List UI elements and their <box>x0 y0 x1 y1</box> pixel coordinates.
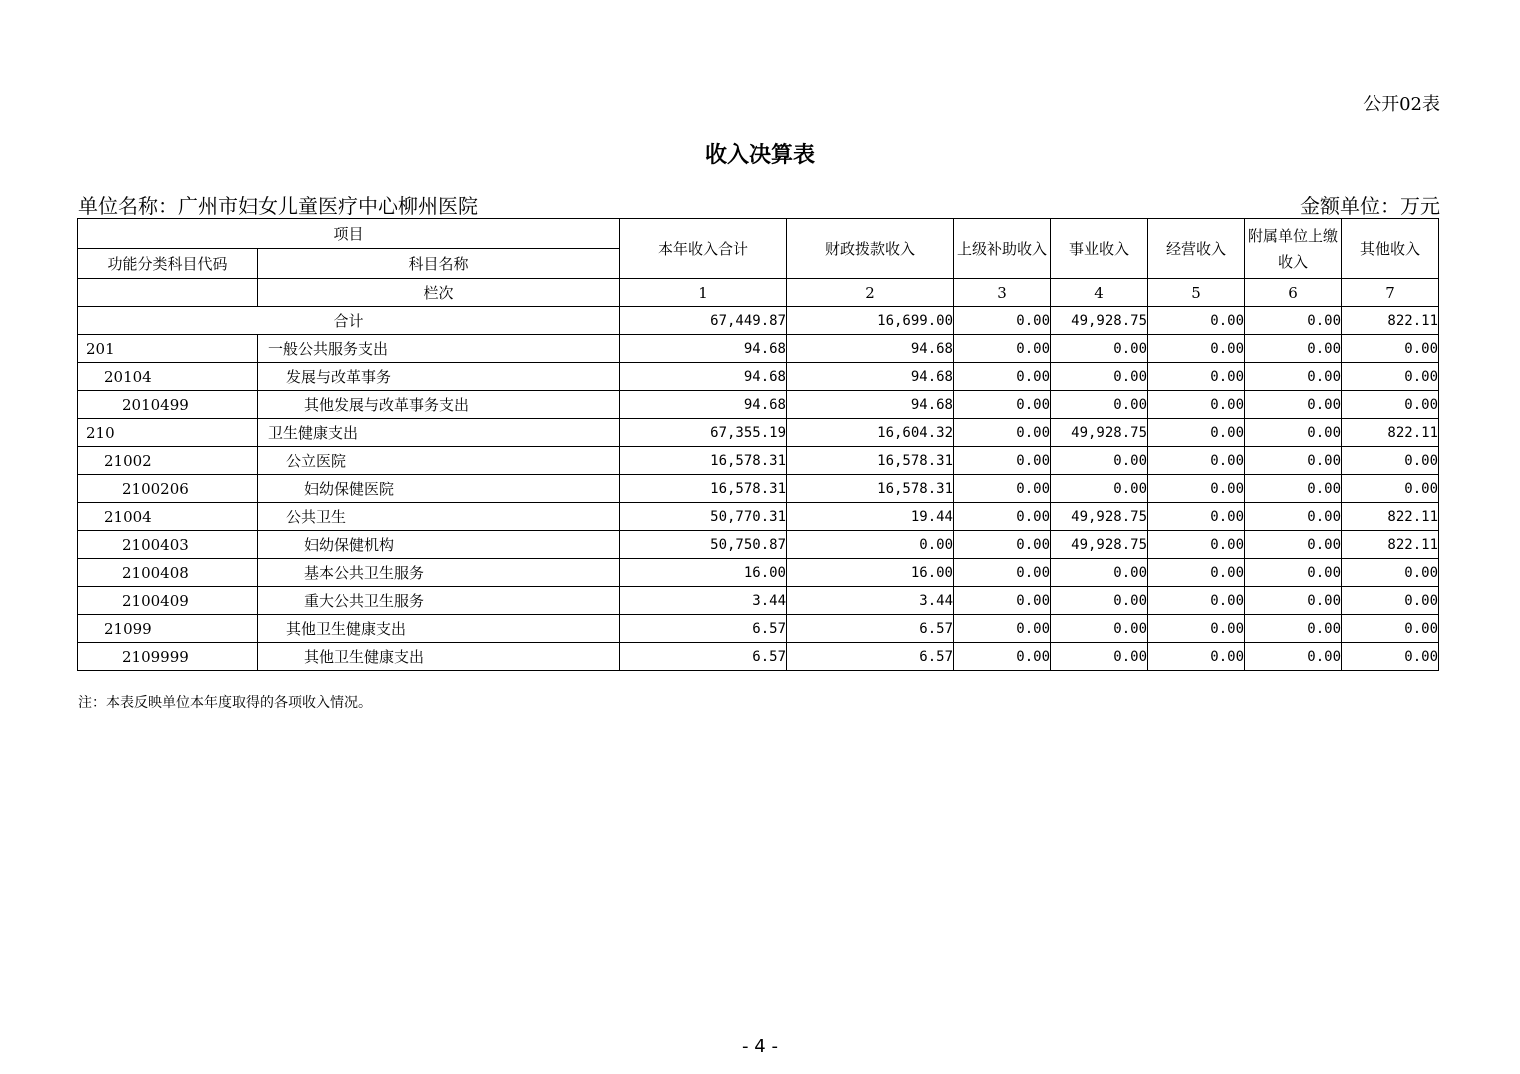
row-value: 0.00 <box>1245 531 1342 559</box>
total-value: 0.00 <box>1245 307 1342 335</box>
row-value: 0.00 <box>954 615 1051 643</box>
total-value: 49,928.75 <box>1051 307 1148 335</box>
row-value: 0.00 <box>1051 559 1148 587</box>
row-name: 公共卫生 <box>258 503 620 531</box>
row-value: 0.00 <box>1148 475 1245 503</box>
row-value: 0.00 <box>1051 587 1148 615</box>
row-code: 2010499 <box>78 391 258 419</box>
row-value: 0.00 <box>1245 447 1342 475</box>
row-value: 16,578.31 <box>787 447 954 475</box>
row-value: 0.00 <box>954 559 1051 587</box>
header-row-1 <box>78 219 1439 249</box>
row-value: 0.00 <box>1245 391 1342 419</box>
row-value: 16,578.31 <box>620 475 787 503</box>
row-value: 16.00 <box>620 559 787 587</box>
row-value: 0.00 <box>954 391 1051 419</box>
row-value: 49,928.75 <box>1051 531 1148 559</box>
row-value: 0.00 <box>954 587 1051 615</box>
row-value: 16,578.31 <box>620 447 787 475</box>
row-value: 94.68 <box>787 335 954 363</box>
row-name: 公立医院 <box>258 447 620 475</box>
row-value: 0.00 <box>1245 475 1342 503</box>
row-code: 21002 <box>78 447 258 475</box>
income-table <box>77 218 1439 671</box>
row-value: 16,604.32 <box>787 419 954 447</box>
row-value: 0.00 <box>954 503 1051 531</box>
row-value: 0.00 <box>1051 391 1148 419</box>
row-value: 94.68 <box>787 363 954 391</box>
table-row <box>78 335 1439 363</box>
row-value: 0.00 <box>1148 531 1245 559</box>
header-index-blank <box>78 279 258 307</box>
row-code: 2100206 <box>78 475 258 503</box>
row-value: 0.00 <box>1148 643 1245 671</box>
row-code: 20104 <box>78 363 258 391</box>
header-col-7: 其他收入 <box>1342 219 1439 279</box>
row-value: 0.00 <box>1148 391 1245 419</box>
header-index-label: 栏次 <box>258 279 620 307</box>
row-value: 0.00 <box>954 475 1051 503</box>
header-code: 功能分类科目代码 <box>78 249 258 279</box>
row-code: 201 <box>78 335 258 363</box>
row-value: 0.00 <box>1342 391 1439 419</box>
row-value: 0.00 <box>1051 335 1148 363</box>
row-value: 0.00 <box>1148 559 1245 587</box>
row-value: 6.57 <box>620 643 787 671</box>
row-value: 0.00 <box>954 643 1051 671</box>
header-index-row <box>78 279 1439 307</box>
header-subject: 科目名称 <box>258 249 620 279</box>
page-title: 收入决算表 <box>704 142 815 168</box>
table-row <box>78 363 1439 391</box>
header-col-3: 上级补助收入 <box>954 219 1051 279</box>
row-name: 卫生健康支出 <box>258 419 620 447</box>
row-code: 210 <box>78 419 258 447</box>
row-value: 94.68 <box>620 335 787 363</box>
row-name: 妇幼保健医院 <box>258 475 620 503</box>
total-label: 合计 <box>78 307 620 335</box>
row-value: 0.00 <box>1245 615 1342 643</box>
row-value: 94.68 <box>620 391 787 419</box>
total-value: 0.00 <box>954 307 1051 335</box>
row-value: 3.44 <box>620 587 787 615</box>
table-row <box>78 391 1439 419</box>
row-value: 6.57 <box>620 615 787 643</box>
row-name: 发展与改革事务 <box>258 363 620 391</box>
row-name: 一般公共服务支出 <box>258 335 620 363</box>
row-value: 0.00 <box>787 531 954 559</box>
row-code: 2100403 <box>78 531 258 559</box>
total-value: 67,449.87 <box>620 307 787 335</box>
row-value: 19.44 <box>787 503 954 531</box>
table-row <box>78 503 1439 531</box>
col-index-1: 1 <box>620 279 787 307</box>
row-value: 94.68 <box>787 391 954 419</box>
total-row <box>78 307 1439 335</box>
table-row <box>78 475 1439 503</box>
row-value: 0.00 <box>1342 447 1439 475</box>
row-value: 0.00 <box>1245 643 1342 671</box>
total-value: 0.00 <box>1148 307 1245 335</box>
col-index-6: 6 <box>1245 279 1342 307</box>
row-value: 0.00 <box>1245 503 1342 531</box>
table-row <box>78 531 1439 559</box>
row-value: 0.00 <box>1245 335 1342 363</box>
row-value: 0.00 <box>1148 503 1245 531</box>
row-value: 94.68 <box>620 363 787 391</box>
row-value: 822.11 <box>1342 503 1439 531</box>
col-index-2: 2 <box>787 279 954 307</box>
unit-name: 单位名称：广州市妇女儿童医疗中心柳州医院 <box>78 194 478 218</box>
row-value: 0.00 <box>1148 587 1245 615</box>
total-value: 16,699.00 <box>787 307 954 335</box>
header-col-4: 事业收入 <box>1051 219 1148 279</box>
col-index-4: 4 <box>1051 279 1148 307</box>
row-value: 50,750.87 <box>620 531 787 559</box>
header-col-5: 经营收入 <box>1148 219 1245 279</box>
row-value: 0.00 <box>1148 615 1245 643</box>
row-name: 重大公共卫生服务 <box>258 587 620 615</box>
row-value: 0.00 <box>1245 363 1342 391</box>
table-note: 注：本表反映单位本年度取得的各项收入情况。 <box>78 695 372 711</box>
row-value: 49,928.75 <box>1051 503 1148 531</box>
table-row <box>78 587 1439 615</box>
row-value: 3.44 <box>787 587 954 615</box>
row-value: 0.00 <box>1051 447 1148 475</box>
row-value: 0.00 <box>1342 475 1439 503</box>
row-value: 0.00 <box>954 335 1051 363</box>
row-value: 0.00 <box>1051 615 1148 643</box>
row-code: 21004 <box>78 503 258 531</box>
col-index-3: 3 <box>954 279 1051 307</box>
row-code: 21099 <box>78 615 258 643</box>
row-value: 0.00 <box>1342 643 1439 671</box>
row-value: 0.00 <box>1342 559 1439 587</box>
table-row <box>78 447 1439 475</box>
table-row <box>78 643 1439 671</box>
row-value: 6.57 <box>787 615 954 643</box>
row-value: 0.00 <box>1148 363 1245 391</box>
row-value: 0.00 <box>1148 419 1245 447</box>
row-value: 0.00 <box>1148 447 1245 475</box>
row-value: 0.00 <box>1245 419 1342 447</box>
row-value: 0.00 <box>1051 363 1148 391</box>
row-value: 67,355.19 <box>620 419 787 447</box>
row-value: 16,578.31 <box>787 475 954 503</box>
total-value: 822.11 <box>1342 307 1439 335</box>
row-value: 0.00 <box>1051 475 1148 503</box>
row-value: 0.00 <box>954 363 1051 391</box>
table-row <box>78 419 1439 447</box>
amount-unit: 金额单位：万元 <box>1300 194 1440 218</box>
row-value: 0.00 <box>1051 643 1148 671</box>
table-row <box>78 559 1439 587</box>
col-index-7: 7 <box>1342 279 1439 307</box>
row-value: 49,928.75 <box>1051 419 1148 447</box>
row-code: 2109999 <box>78 643 258 671</box>
col-index-5: 5 <box>1148 279 1245 307</box>
row-code: 2100408 <box>78 559 258 587</box>
row-value: 50,770.31 <box>620 503 787 531</box>
page-number: - 4 - <box>742 1036 778 1057</box>
row-value: 6.57 <box>787 643 954 671</box>
row-value: 822.11 <box>1342 531 1439 559</box>
row-value: 0.00 <box>1148 335 1245 363</box>
row-value: 0.00 <box>1342 335 1439 363</box>
row-value: 0.00 <box>954 531 1051 559</box>
header-project: 项目 <box>78 219 620 249</box>
row-value: 0.00 <box>1245 559 1342 587</box>
row-value: 822.11 <box>1342 419 1439 447</box>
header-col-2: 财政拨款收入 <box>787 219 954 279</box>
row-name: 其他卫生健康支出 <box>258 643 620 671</box>
row-value: 0.00 <box>1245 587 1342 615</box>
header-col-1: 本年收入合计 <box>620 219 787 279</box>
row-value: 0.00 <box>954 447 1051 475</box>
row-name: 其他卫生健康支出 <box>258 615 620 643</box>
row-code: 2100409 <box>78 587 258 615</box>
row-name: 其他发展与改革事务支出 <box>258 391 620 419</box>
row-name: 基本公共卫生服务 <box>258 559 620 587</box>
form-number: 公开02表 <box>1363 94 1440 115</box>
row-value: 0.00 <box>1342 587 1439 615</box>
row-name: 妇幼保健机构 <box>258 531 620 559</box>
row-value: 0.00 <box>1342 615 1439 643</box>
row-value: 0.00 <box>1342 363 1439 391</box>
row-value: 0.00 <box>954 419 1051 447</box>
header-col-6: 附属单位上缴收入 <box>1245 219 1342 279</box>
table-row <box>78 615 1439 643</box>
row-value: 16.00 <box>787 559 954 587</box>
